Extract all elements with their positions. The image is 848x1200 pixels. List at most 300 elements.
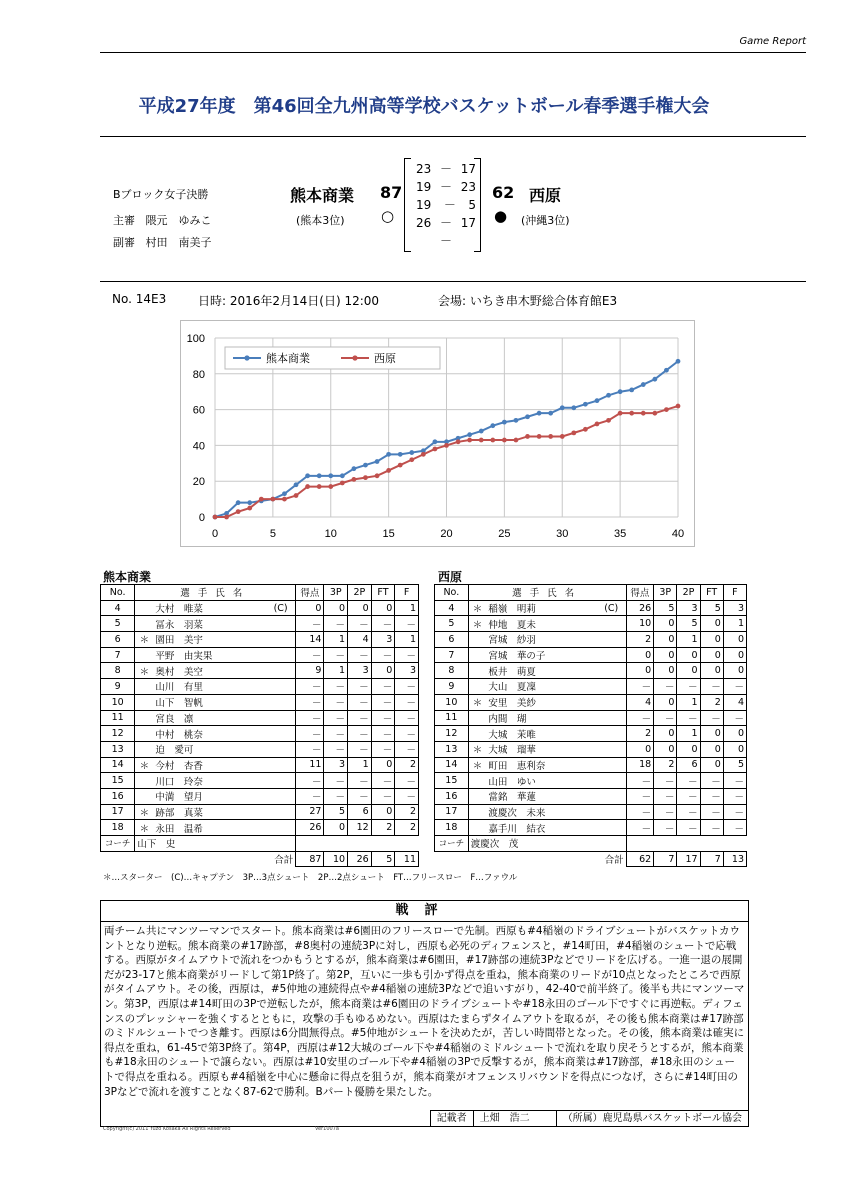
starter-mark [135,679,154,695]
data-point [537,411,542,416]
x-tick-label: 0 [211,528,219,540]
home-team-name: 熊本商業 [290,186,355,205]
starter-mark: ＊ [135,663,154,679]
loss-mark: ● [494,207,508,225]
player-no: 17 [101,804,135,820]
player-name: 稲嶺 明莉 [486,600,596,616]
player-3p: － [654,820,677,836]
data-point [595,398,600,403]
player-2p: － [348,726,372,742]
player-2p: 0 [677,741,700,757]
player-name: 嘉手川 結衣 [486,820,596,836]
starter-mark [468,632,486,648]
player-name: 宮城 紗羽 [486,632,596,648]
x-tick-label: 15 [382,528,395,540]
player-no: 12 [435,726,469,742]
player-row [435,804,747,820]
starter-mark [468,820,486,836]
captain-mark [266,663,296,679]
player-row [101,632,419,648]
player-name: 永田 温希 [153,820,266,836]
player-f: 4 [723,694,746,710]
chart-svg [181,321,694,546]
player-pts: － [626,804,654,820]
captain-mark [266,757,296,773]
quarter-scores [416,160,476,250]
starter-mark: ＊ [468,741,486,757]
player-row [435,616,747,632]
player-f: － [723,710,746,726]
captain-mark [597,710,626,726]
data-point [514,438,519,443]
captain-mark [266,788,296,804]
player-ft: 0 [700,647,723,663]
data-point [282,497,287,502]
player-row [435,679,747,695]
player-2p: 1 [677,632,700,648]
player-ft: 0 [700,663,723,679]
player-name: 宮良 凛 [153,710,266,726]
q2-away: 23 [460,180,476,194]
data-point [571,430,576,435]
captain-mark [597,632,626,648]
player-ft: － [371,647,395,663]
player-row [101,741,419,757]
data-point [444,443,449,448]
player-2p: 3 [677,600,700,616]
starter-mark [468,647,486,663]
data-point [467,438,472,443]
total-2p: 17 [677,851,700,867]
player-row [435,741,747,757]
player-no: 10 [435,694,469,710]
total-f: 11 [395,851,419,867]
player-no: 11 [435,710,469,726]
captain-mark [266,804,296,820]
starter-mark: ＊ [135,757,154,773]
player-no: 5 [101,616,135,632]
col-2p: 2P [348,585,372,601]
data-point [560,434,565,439]
player-ft: 0 [371,757,395,773]
data-point [629,388,634,393]
data-point [641,411,646,416]
player-f: 1 [395,600,419,616]
data-point [537,434,542,439]
player-3p: － [654,804,677,820]
player-3p: － [324,726,348,742]
data-point [490,423,495,428]
player-no: 8 [101,663,135,679]
player-name: 當銘 華蓮 [486,788,596,804]
review-title: 戦評 [101,901,748,922]
data-point [433,439,438,444]
header-divider [100,52,806,53]
data-point [595,422,600,427]
col-pts: 得点 [296,585,324,601]
legend-label: 熊本商業 [266,352,310,365]
captain-mark [597,726,626,742]
player-pts: 4 [626,694,654,710]
player-ft: 0 [700,741,723,757]
player-f: － [723,820,746,836]
player-ft: 5 [700,600,723,616]
captain-mark [597,804,626,820]
total-ft: 7 [700,851,723,867]
starter-mark: ＊ [135,820,154,836]
player-2p: － [348,616,372,632]
data-point [305,484,310,489]
player-2p: － [348,679,372,695]
player-f: － [395,616,419,632]
player-no: 16 [435,788,469,804]
player-no: 4 [435,600,469,616]
x-tick-label: 35 [614,528,627,540]
chief-ref [113,212,212,228]
total-2p: 26 [348,851,372,867]
player-3p: 0 [324,600,348,616]
player-2p: 0 [677,647,700,663]
bracket-left [404,158,411,252]
captain-mark [597,616,626,632]
player-f: 2 [395,757,419,773]
player-ft: 0 [700,616,723,632]
player-row [101,726,419,742]
player-ft: － [700,788,723,804]
player-2p: 4 [348,632,372,648]
player-name: 町田 恵利奈 [486,757,596,773]
player-f: － [395,773,419,789]
vice-ref-label: 副審 [113,236,135,249]
copyright: Copyright(c) 2011 Yuzo Kosaka All Rights Reserved [103,1126,231,1132]
player-f: － [395,679,419,695]
player-row [101,600,419,616]
player-f: － [395,741,419,757]
starter-mark [135,616,154,632]
score-progress-chart [180,320,695,547]
player-pts: 0 [626,741,654,757]
starter-mark [135,694,154,710]
captain-mark: (C) [266,600,296,616]
player-3p: 3 [324,757,348,773]
q4-away: 17 [460,216,476,230]
player-3p: 0 [654,632,677,648]
away-box-score [434,584,747,867]
player-row [101,710,419,726]
game-venue: 会場: いちき串木野総合体育館E3 [438,294,618,308]
y-tick-label: 0 [198,512,205,524]
col-ft: FT [700,585,723,601]
player-name: 板井 萌夏 [486,663,596,679]
player-2p: － [677,820,700,836]
player-name: 山下 智帆 [153,694,266,710]
vice-ref-name: 村田 南美子 [145,236,212,249]
player-3p: － [324,679,348,695]
data-point [629,411,634,416]
player-f: 5 [723,757,746,773]
player-row [435,694,747,710]
player-2p: － [348,710,372,726]
player-name: 渡慶次 未来 [486,804,596,820]
x-tick-label: 10 [324,528,337,540]
player-pts: 2 [626,632,654,648]
player-row [101,663,419,679]
data-point [583,402,588,407]
player-name: 平野 由実果 [153,647,266,663]
captain-mark [266,710,296,726]
captain-mark [597,663,626,679]
player-ft: 0 [700,632,723,648]
captain-mark [597,694,626,710]
col-f: F [723,585,746,601]
player-name: 中村 桃奈 [153,726,266,742]
player-ft: 0 [371,663,395,679]
player-name: 内間 瑚 [486,710,596,726]
data-point [375,459,380,464]
header-row [435,585,747,601]
q1-home: 23 [416,162,432,176]
player-ft: 0 [700,726,723,742]
total-label: 合計 [604,855,624,867]
x-tick-label: 5 [269,528,276,540]
player-3p: － [324,710,348,726]
player-no: 15 [435,773,469,789]
starter-mark: ＊ [468,694,486,710]
player-ft: － [371,788,395,804]
captain-mark [597,773,626,789]
player-3p: － [324,694,348,710]
player-2p: － [677,804,700,820]
player-name: 今村 杏香 [153,757,266,773]
q4-dash: － [439,216,452,230]
player-pts: － [296,647,324,663]
header-row [101,585,419,601]
player-f: 2 [395,820,419,836]
data-point [652,377,657,382]
home-box-score [100,584,419,867]
coach-name: 山下 史 [135,836,296,852]
y-tick-label: 20 [192,476,205,489]
coach-row [101,836,419,852]
total-pts: 62 [626,851,654,867]
starter-mark: ＊ [468,616,486,632]
starter-mark [135,710,154,726]
captain-mark [266,820,296,836]
data-point [583,427,588,432]
player-pts: － [626,820,654,836]
quarter-row [416,160,476,178]
player-3p: － [324,788,348,804]
data-point [282,491,287,496]
player-f: － [723,679,746,695]
player-f: 2 [395,804,419,820]
recorder-org: （所属）鹿児島県バスケットボール協会 [562,1113,742,1124]
player-ft: － [700,773,723,789]
data-point [676,404,681,409]
player-row [435,773,747,789]
player-pts: 14 [296,632,324,648]
data-point [514,418,519,423]
player-2p: － [348,741,372,757]
player-no: 9 [101,679,135,695]
player-pts: 11 [296,757,324,773]
player-name: 宮城 華の子 [486,647,596,663]
player-f: 3 [723,600,746,616]
player-no: 6 [435,632,469,648]
player-no: 16 [101,788,135,804]
player-2p: 0 [677,663,700,679]
player-3p: 1 [324,632,348,648]
data-point [213,515,218,520]
recorder-name: 上畑 浩二 [474,1111,557,1126]
player-f: － [723,788,746,804]
player-no: 8 [435,663,469,679]
player-name: 冨永 羽菜 [153,616,266,632]
data-point [548,411,553,416]
player-name: 跡部 真菜 [153,804,266,820]
home-box-team: 熊本商業 [103,570,152,584]
player-pts: 2 [626,726,654,742]
data-point [398,452,403,457]
data-point [456,439,461,444]
col-no: No. [435,585,469,601]
starter-mark: ＊ [135,804,154,820]
player-3p: 0 [654,694,677,710]
player-name: 仲地 夏未 [486,616,596,632]
captain-mark [266,741,296,757]
starter-mark [135,600,154,616]
vice-ref [113,234,212,250]
game-datetime: 日時: 2016年2月14日(日) 12:00 [198,294,380,308]
col-2p: 2P [677,585,700,601]
captain-mark [597,757,626,773]
player-2p: 12 [348,820,372,836]
player-3p: 1 [324,663,348,679]
quarter-row [416,214,476,232]
player-2p: 5 [677,616,700,632]
player-3p: 0 [324,820,348,836]
data-point [247,500,252,505]
block-label: Bブロック女子決勝 [113,188,209,201]
player-3p: 0 [654,726,677,742]
data-point [328,484,333,489]
data-point [409,457,414,462]
data-point [398,463,403,468]
data-point [479,429,484,434]
away-rank: (沖縄3位) [521,214,570,227]
starter-mark [468,710,486,726]
divider [100,136,806,137]
starter-mark: ＊ [135,632,154,648]
data-point [340,473,345,478]
total-pts: 87 [296,851,324,867]
player-ft: 3 [371,632,395,648]
chief-ref-label: 主審 [113,214,135,227]
data-point [433,447,438,452]
player-row [435,788,747,804]
player-ft: － [371,694,395,710]
player-3p: － [324,773,348,789]
player-pts: － [626,710,654,726]
data-point [317,484,322,489]
data-point [606,393,611,398]
player-pts: 26 [626,600,654,616]
player-pts: － [296,773,324,789]
starter-mark [135,773,154,789]
data-point [294,493,299,498]
player-2p: － [348,773,372,789]
data-point [363,463,368,468]
legend-marker [352,355,357,360]
player-3p: 0 [654,616,677,632]
player-f: － [395,710,419,726]
player-ft: － [700,820,723,836]
data-point [618,411,623,416]
player-name: 安里 美紗 [486,694,596,710]
player-pts: 10 [626,616,654,632]
player-pts: － [296,788,324,804]
player-no: 4 [101,600,135,616]
player-pts: 9 [296,663,324,679]
data-point [490,438,495,443]
player-2p: 1 [677,694,700,710]
player-ft: － [700,679,723,695]
player-3p: 5 [654,600,677,616]
col-ft: FT [371,585,395,601]
player-ft: － [700,804,723,820]
captain-mark [597,820,626,836]
x-tick-label: 40 [671,528,685,540]
version: Ver1007a [315,1126,339,1132]
q2-home: 19 [416,180,432,194]
player-ft: 2 [700,694,723,710]
player-f: 1 [395,632,419,648]
legend-label: 西原 [374,352,396,365]
player-f: 0 [723,663,746,679]
report-label: Game Report [739,36,806,47]
data-point [259,497,264,502]
starter-mark [468,663,486,679]
player-no: 7 [101,647,135,663]
x-tick-label: 25 [498,528,511,540]
player-3p: － [654,710,677,726]
starter-mark [468,679,486,695]
player-no: 18 [435,820,469,836]
player-3p: － [654,788,677,804]
coach-label: コーチ [101,836,135,852]
captain-mark [266,632,296,648]
page-title: 平成27年度 第46回全九州高等学校バスケットボール春季選手権大会 [138,96,710,117]
player-no: 18 [101,820,135,836]
x-tick-label: 30 [556,528,569,540]
y-tick-label: 100 [186,333,205,345]
player-pts: － [296,726,324,742]
q3-home: 19 [416,198,432,212]
coach-row [435,836,747,852]
quarter-row [416,232,476,250]
y-tick-label: 40 [192,440,205,453]
col-f: F [395,585,419,601]
data-point [247,506,252,511]
player-name: 山田 ゆい [486,773,596,789]
player-pts: － [626,773,654,789]
player-pts: 0 [626,663,654,679]
data-point [294,482,299,487]
player-pts: － [296,679,324,695]
starter-mark: ＊ [468,757,486,773]
data-point [525,414,530,419]
player-pts: － [296,710,324,726]
